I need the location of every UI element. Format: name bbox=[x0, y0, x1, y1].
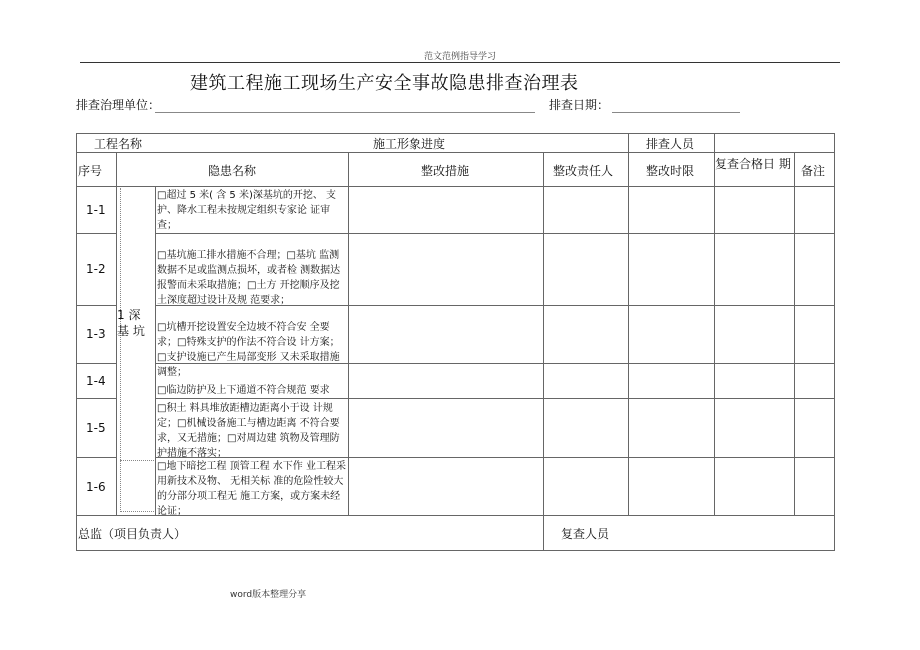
progress-label: 施工形象进度 bbox=[373, 137, 446, 151]
supervisor-label: 总监（项目负责人） bbox=[78, 527, 187, 541]
category-label: 1 深 基 坑 bbox=[117, 308, 145, 338]
date-label: 排查日期： bbox=[549, 98, 610, 112]
hazard-text: □地下暗挖工程 顶管工程 水下作 业工程采用新技术及物、 无相关标 准的危险性较大的分部分项工程无 施工方案，或方案未经论证； bbox=[157, 461, 346, 517]
hazard-text: □基坑施工排水措施不合理；□基坑 监测数据不足或监测点损坏，或者检 测数据达报警而未采取措施；□土方 开挖顺序及挖土深度超过设计及规 范要求； bbox=[157, 250, 341, 306]
col-seq: 序号 bbox=[78, 164, 103, 178]
rechecker-label: 复查人员 bbox=[561, 527, 610, 541]
hazard-text: □坑槽开挖设置安全边坡不符合安 全要求；□特殊支护的作法不符合设 计方案；□支护设施已产生局部变形 又未采取措施调整； bbox=[157, 322, 340, 378]
row-seq: 1-4 bbox=[86, 374, 106, 388]
col-remarks: 备注 bbox=[801, 164, 826, 178]
header-divider bbox=[80, 62, 840, 63]
col-hazard: 隐患名称 bbox=[208, 164, 257, 178]
inspector-label: 排查人员 bbox=[646, 137, 695, 151]
footer-note: word版本整理分享 bbox=[230, 590, 307, 600]
col-measures: 整改措施 bbox=[421, 164, 470, 178]
col-deadline: 整改时限 bbox=[646, 164, 695, 178]
date-field[interactable] bbox=[612, 112, 740, 113]
unit-label: 排查治理单位： bbox=[76, 98, 161, 112]
unit-field[interactable] bbox=[155, 112, 535, 113]
header-note: 范文范例指导学习 bbox=[423, 52, 496, 62]
row-seq: 1-2 bbox=[86, 262, 106, 276]
row-seq: 1-3 bbox=[86, 327, 106, 341]
hazard-text: □积土 料具堆放距槽边距离小于设 计规定；□机械设备施工与槽边距离 不符合要求，又无措施；□对周边建 筑物及管理防护措施不落实； bbox=[157, 403, 340, 459]
hazard-text: □超过 5 米( 含 5 米)深基坑的开挖、 支护、降水工程未按规定组织专家论 证审查； bbox=[157, 190, 337, 231]
page-title: 建筑工程施工现场生产安全事故隐患排查治理表 bbox=[190, 73, 579, 94]
hazard-text: □临边防护及上下通道不符合规范 要求 bbox=[157, 385, 330, 396]
col-recheck-date: 复查合格日 期 bbox=[715, 157, 791, 171]
col-responsible: 整改责任人 bbox=[553, 164, 614, 178]
row-seq: 1-6 bbox=[86, 480, 106, 494]
row-seq: 1-5 bbox=[86, 421, 106, 435]
row-seq: 1-1 bbox=[86, 203, 106, 217]
project-name-label: 工程名称 bbox=[94, 137, 143, 151]
